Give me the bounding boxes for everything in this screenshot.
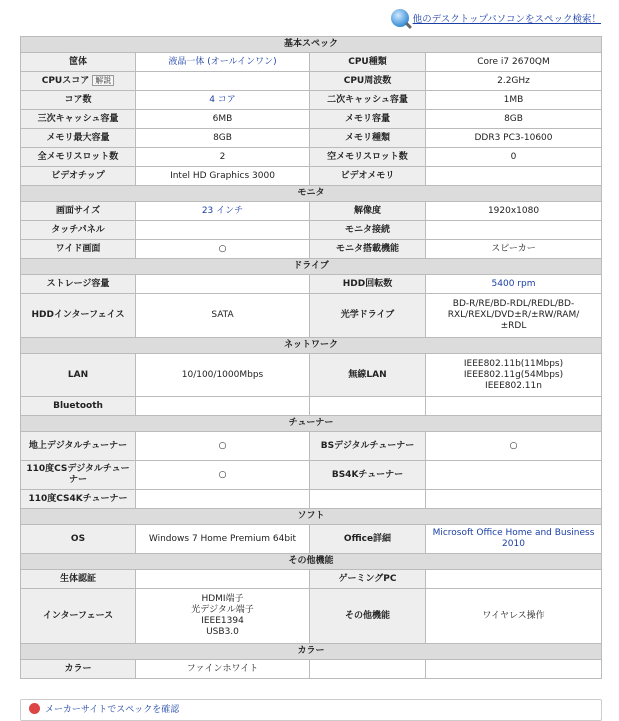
value-cores[interactable]: 4 コア xyxy=(136,91,310,110)
value-chassis[interactable]: 液晶一体 (オールインワン) xyxy=(136,53,310,72)
value-wireless-lan xyxy=(426,354,602,397)
value-l3-cache: 6MB xyxy=(136,110,310,129)
value-interface xyxy=(136,589,310,644)
value-cs-tuner: ○ xyxy=(136,461,310,490)
label-hdd-interface: HDDインターフェイス xyxy=(21,294,136,338)
label-resolution: 解像度 xyxy=(310,202,426,221)
value-memory-slots: 2 xyxy=(136,148,310,167)
label-cs-tuner: 110度CSデジタルチューナー xyxy=(21,461,136,490)
section-monitor: モニタ xyxy=(21,186,602,202)
label-hdd-rpm: HDD回転数 xyxy=(310,275,426,294)
cpu-score-label-text: CPUスコア xyxy=(41,76,90,86)
label-wireless-lan: 無線LAN xyxy=(310,354,426,397)
label-video-chip: ビデオチップ xyxy=(21,167,136,186)
label-lan: LAN xyxy=(21,354,136,397)
value-os: Windows 7 Home Premium 64bit xyxy=(136,525,310,554)
value-optical-drive xyxy=(426,294,602,338)
interface-line: 光デジタル端子 xyxy=(191,605,254,615)
label-l3-cache: 三次キャッシュ容量 xyxy=(21,110,136,129)
label-memory-max: メモリ最大容量 xyxy=(21,129,136,148)
label-os: OS xyxy=(21,525,136,554)
wlan-line: IEEE802.11g(54Mbps) xyxy=(463,369,564,380)
interface-line: IEEE1394 xyxy=(201,616,244,626)
empty-cell xyxy=(310,490,426,509)
label-misc-features: その他機能 xyxy=(310,589,426,644)
label-touch-panel: タッチパネル xyxy=(21,221,136,240)
label-l2-cache: 二次キャッシュ容量 xyxy=(310,91,426,110)
empty-cell xyxy=(426,490,602,509)
value-video-chip: Intel HD Graphics 3000 xyxy=(136,167,310,186)
search-globe-icon[interactable] xyxy=(391,9,409,27)
value-memory-type: DDR3 PC3-10600 xyxy=(426,129,602,148)
value-touch-panel xyxy=(136,221,310,240)
label-chassis: 筐体 xyxy=(21,53,136,72)
maker-spec-link[interactable]: メーカーサイトでスペックを確認 xyxy=(45,705,180,715)
section-software: ソフト xyxy=(21,509,602,525)
value-cpu-score xyxy=(136,72,310,91)
value-lan: 10/100/1000Mbps xyxy=(136,354,310,397)
label-cores: コア数 xyxy=(21,91,136,110)
value-memory-max: 8GB xyxy=(136,129,310,148)
spec-search-link[interactable]: 他のデスクトップパソコンをスペック検索！ xyxy=(412,14,601,25)
section-network: ネットワーク xyxy=(21,338,602,354)
warning-icon xyxy=(29,703,40,714)
label-optical-drive: 光学ドライブ xyxy=(310,294,426,338)
section-color: カラー xyxy=(21,644,602,660)
label-cs4k-tuner: 110度CS4Kチューナー xyxy=(21,490,136,509)
value-screen-size[interactable]: 23 インチ xyxy=(136,202,310,221)
wlan-line: IEEE802.11n xyxy=(485,380,542,391)
value-memory: 8GB xyxy=(426,110,602,129)
label-bs-tuner: BSデジタルチューナー xyxy=(310,432,426,461)
empty-cell xyxy=(310,660,426,679)
value-hdd-interface: SATA xyxy=(136,294,310,338)
spec-search-header xyxy=(391,8,601,28)
value-cpu-frequency: 2.2GHz xyxy=(426,72,602,91)
value-misc-features: ワイヤレス操作 xyxy=(426,589,602,644)
value-memory-slots-free: 0 xyxy=(426,148,602,167)
label-bluetooth: Bluetooth xyxy=(21,397,136,416)
section-drive: ドライブ xyxy=(21,259,602,275)
label-cpu-frequency: CPU周波数 xyxy=(310,72,426,91)
value-color: ファインホワイト xyxy=(136,660,310,679)
section-other-features: その他機能 xyxy=(21,554,602,570)
value-biometric xyxy=(136,570,310,589)
interface-line: USB3.0 xyxy=(206,627,239,637)
wlan-line: IEEE802.11b(11Mbps) xyxy=(463,358,564,369)
spec-table xyxy=(20,36,602,679)
interface-line: HDMI端子 xyxy=(201,594,244,604)
optical-line: ±RDL xyxy=(500,321,527,331)
value-bs-tuner: ○ xyxy=(426,432,602,461)
label-video-memory: ビデオメモリ xyxy=(310,167,426,186)
label-bs4k-tuner: BS4Kチューナー xyxy=(310,461,426,490)
label-memory-type: メモリ種類 xyxy=(310,129,426,148)
label-monitor-features: モニタ搭載機能 xyxy=(310,240,426,259)
value-resolution: 1920x1080 xyxy=(426,202,602,221)
section-basic-spec: 基本スペック xyxy=(21,37,602,53)
label-cpu-type: CPU種類 xyxy=(310,53,426,72)
section-tuner: チューナー xyxy=(21,416,602,432)
optical-line: RXL/REXL/DVD±R/±RW/RAM/ xyxy=(447,310,580,320)
value-gaming-pc xyxy=(426,570,602,589)
value-bluetooth xyxy=(136,397,310,416)
label-cpu-score xyxy=(21,72,136,91)
empty-cell xyxy=(310,397,426,416)
label-office: Office詳細 xyxy=(310,525,426,554)
value-cs4k-tuner xyxy=(136,490,310,509)
empty-cell xyxy=(426,397,602,416)
value-hdd-rpm[interactable]: 5400 rpm xyxy=(426,275,602,294)
value-terrestrial-tuner: ○ xyxy=(136,432,310,461)
value-office[interactable]: Microsoft Office Home and Business 2010 xyxy=(426,525,602,554)
value-bs4k-tuner xyxy=(426,461,602,490)
value-storage xyxy=(136,275,310,294)
value-video-memory xyxy=(426,167,602,186)
label-interface: インターフェース xyxy=(21,589,136,644)
label-storage: ストレージ容量 xyxy=(21,275,136,294)
value-wide-screen: ○ xyxy=(136,240,310,259)
label-biometric: 生体認証 xyxy=(21,570,136,589)
label-color: カラー xyxy=(21,660,136,679)
cpu-score-help-button[interactable]: 解説 xyxy=(92,75,114,86)
label-screen-size: 画面サイズ xyxy=(21,202,136,221)
label-memory: メモリ容量 xyxy=(310,110,426,129)
value-monitor-connection xyxy=(426,221,602,240)
value-monitor-features: スピーカー xyxy=(426,240,602,259)
label-memory-slots: 全メモリスロット数 xyxy=(21,148,136,167)
label-wide-screen: ワイド画面 xyxy=(21,240,136,259)
maker-spec-box xyxy=(20,699,602,721)
value-cpu-type: Core i7 2670QM xyxy=(426,53,602,72)
label-gaming-pc: ゲーミングPC xyxy=(310,570,426,589)
optical-line: BD-R/RE/BD-RDL/REDL/BD- xyxy=(452,299,575,309)
label-memory-slots-free: 空メモリスロット数 xyxy=(310,148,426,167)
label-terrestrial-tuner: 地上デジタルチューナー xyxy=(21,432,136,461)
label-monitor-connection: モニタ接続 xyxy=(310,221,426,240)
value-l2-cache: 1MB xyxy=(426,91,602,110)
empty-cell xyxy=(426,660,602,679)
